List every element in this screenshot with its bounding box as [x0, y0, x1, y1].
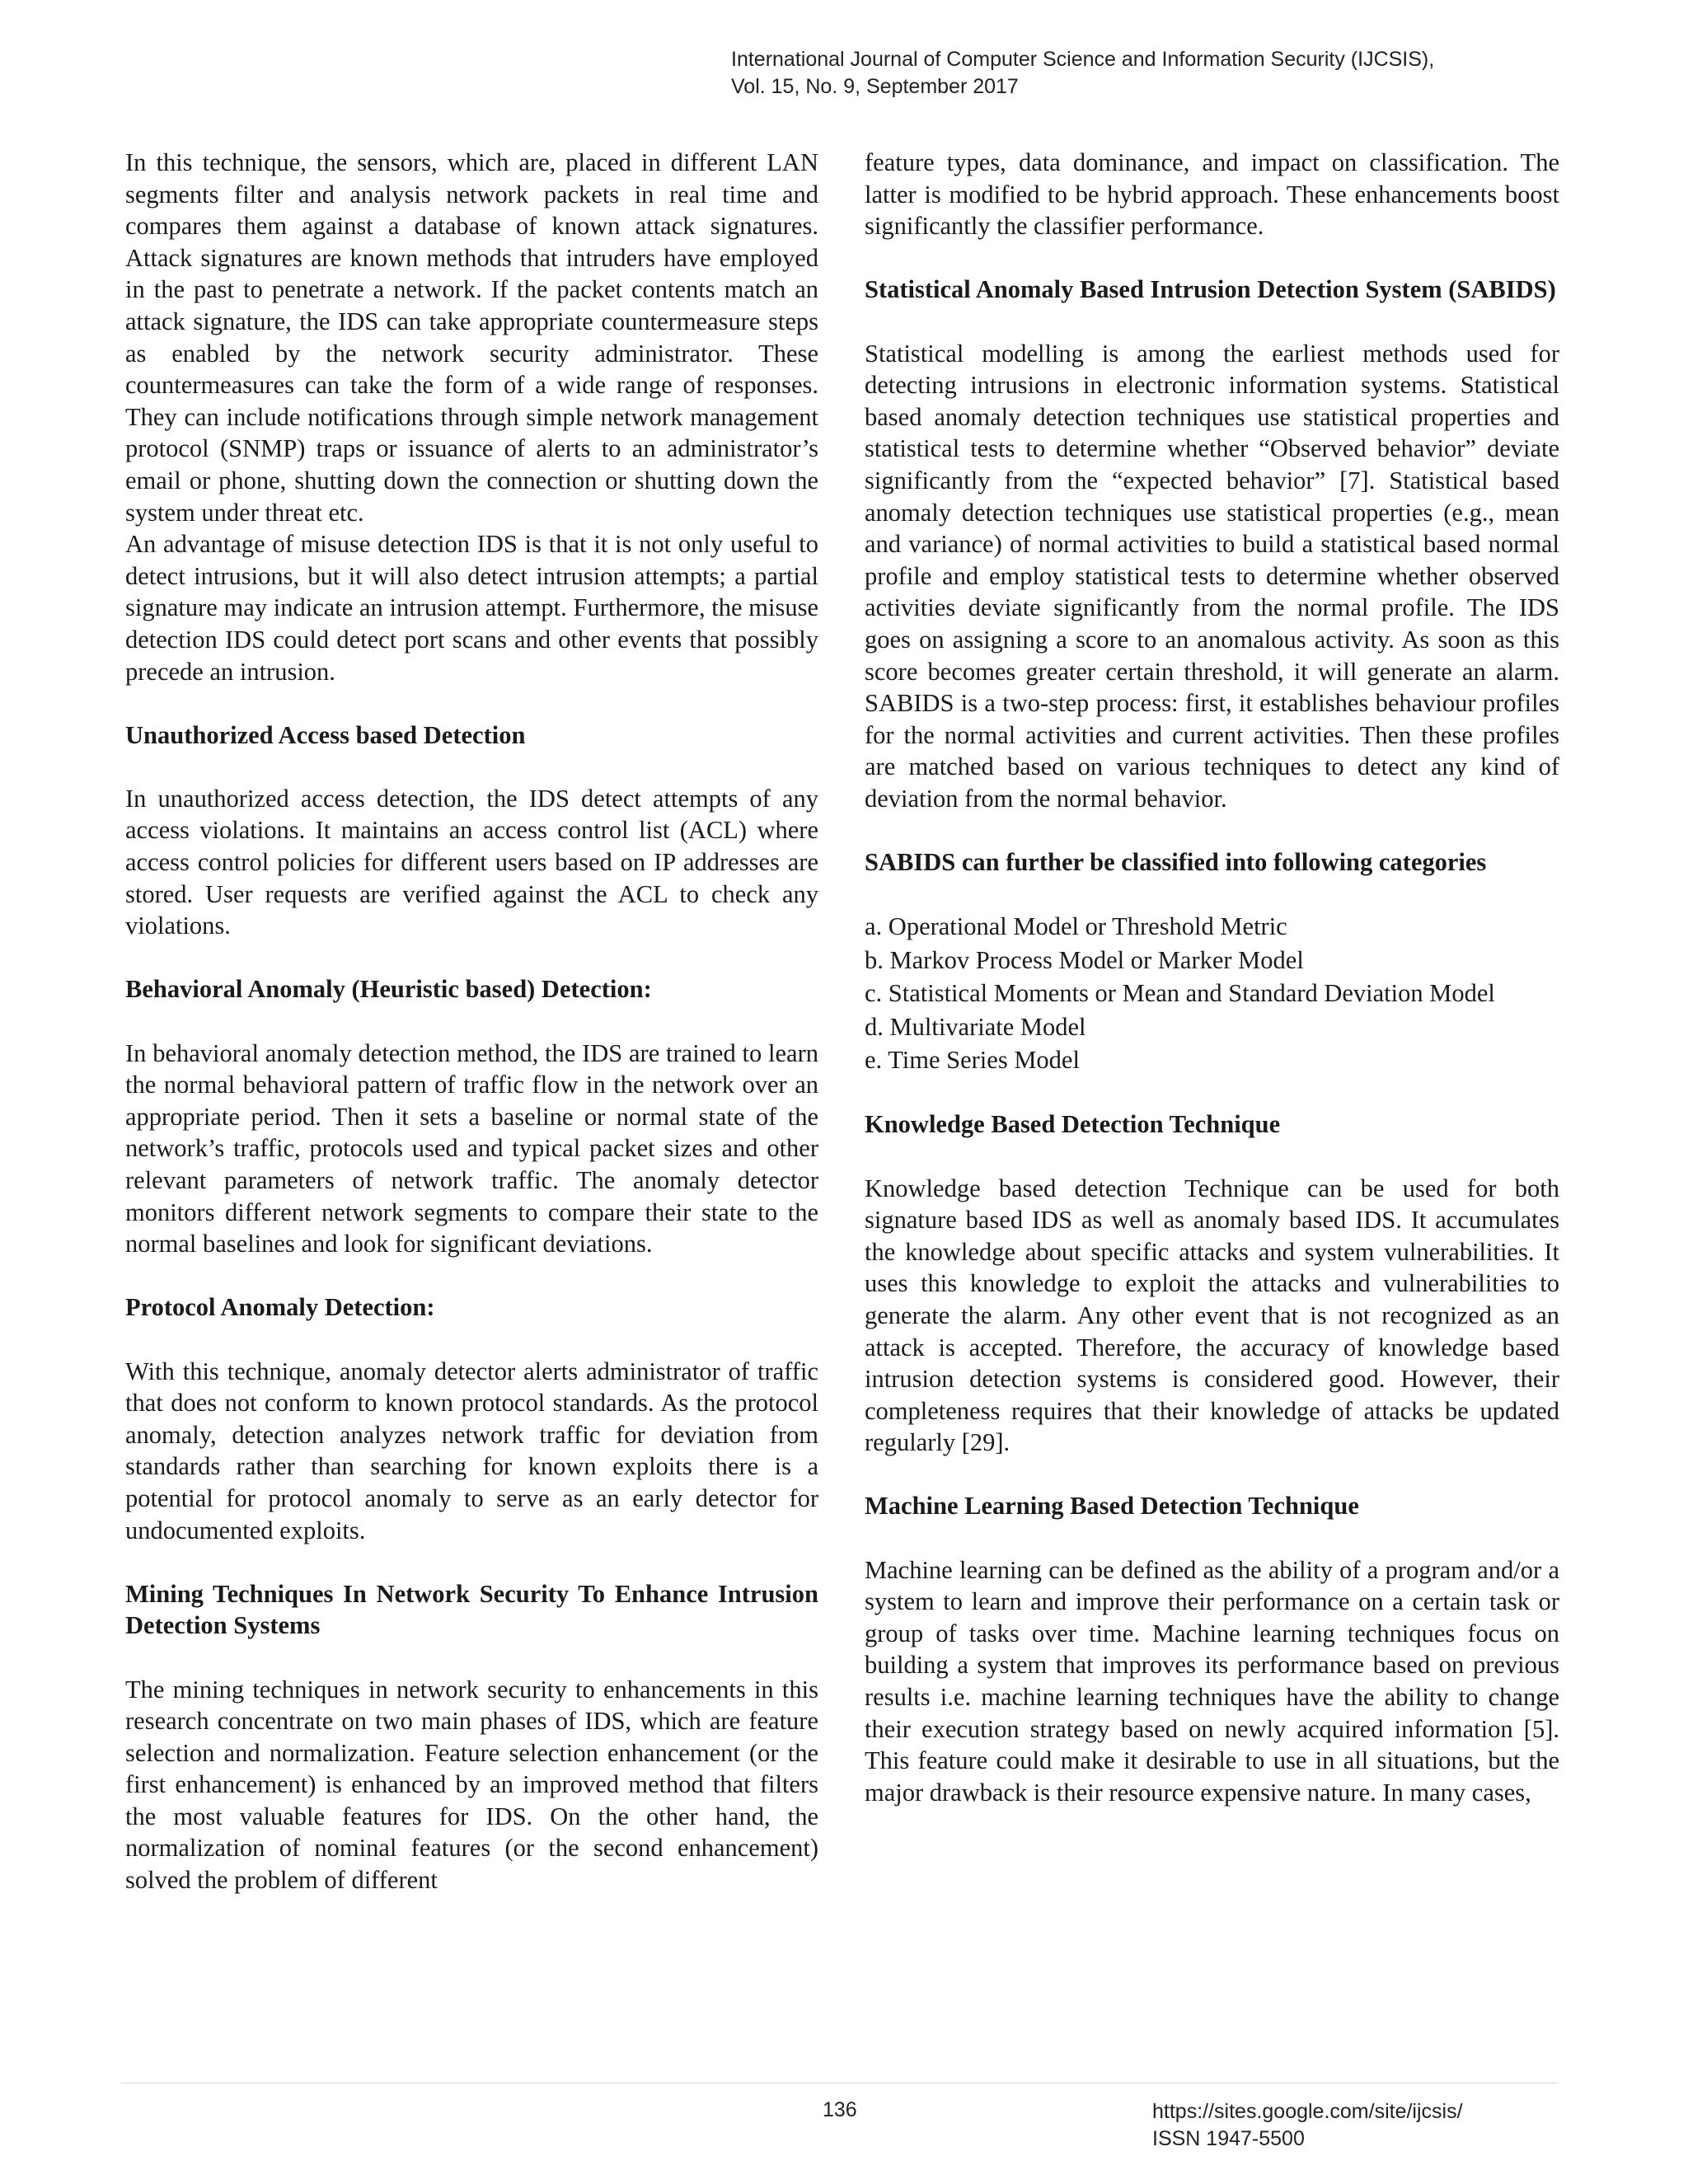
- heading-behavioral-anomaly: Behavioral Anomaly (Heuristic based) Detection:: [125, 975, 652, 1004]
- footer-info: [1152, 2098, 1463, 2153]
- list-item: e. Time Series Model: [865, 1046, 1080, 1075]
- heading-protocol-anomaly: Protocol Anomaly Detection:: [125, 1293, 435, 1322]
- journal-header: [731, 46, 1434, 101]
- paragraph-sabids: Statistical modelling is among the earliest methods used for detecting intrusions in electronic information systems. Statistical based anomaly detection techniques use statistical properties and statistical tests to determine whether “Observed behavior” deviate significantly from the “expected behavior” [7]. Statistical based anomaly detection techniques use statistical properties (e.g., mean and variance) of normal activities to build a statistical based normal profile and employ statistical tests to determine whether observed activities deviate significantly from the normal profile. The IDS goes on assigning a score to an anomalous activity. As soon as this score becomes greater certain threshold, it will generate an alarm. SABIDS is a two-step process: first, it establishes behaviour profiles for the normal activities and current activities. Then these profiles are matched based on various techniques to detect any kind of deviation from the normal behavior.: [865, 339, 1559, 813]
- heading-sabids-categories: SABIDS can further be classified into following categories: [865, 848, 1487, 877]
- paragraph-behavioral-anomaly: In behavioral anomaly detection method, the IDS are trained to learn the normal behavioral pattern of traffic flow in the network over an appropriate period. Then it sets a baseline or normal state of the network’s traffic, protocols used and typical packet sizes and other relevant parameters of network traffic. The anomaly detector monitors different network segments to compare their state to the normal baselines and look for significant deviations.: [125, 1038, 818, 1258]
- left-column: [125, 147, 818, 1896]
- paragraph-misuse-advantage: An advantage of misuse detection IDS is that it is not only useful to detect intrusions, but it will also detect intrusion attempts; a partial signature may indicate an intrusion attempt. Furthermore, the misuse detection IDS could detect port scans and other events that possibly precede an intrusion.: [125, 530, 818, 686]
- list-item: d. Multivariate Model: [865, 1012, 1086, 1041]
- paragraph-protocol-anomaly: With this technique, anomaly detector alerts administrator of traffic that does not conform to known protocol standards. As the protocol anomaly, detection analyzes network traffic for deviation from standards rather than searching for known exploits there is a potential for protocol anomaly to serve as an early detector for undocumented exploits.: [125, 1357, 818, 1544]
- list-item: a. Operational Model or Threshold Metric: [865, 912, 1287, 941]
- heading-machine-learning: Machine Learning Based Detection Technique: [865, 1492, 1359, 1521]
- heading-mining-techniques: Mining Techniques In Network Security To Enhance Intrusion Detection Systems: [125, 1579, 818, 1640]
- journal-volume-line: Vol. 15, No. 9, September 2017: [731, 75, 1019, 98]
- list-item: c. Statistical Moments or Mean and Standard Deviation Model: [865, 979, 1495, 1008]
- paragraph-unauthorized-access: In unauthorized access detection, the IDS detect attempts of any access violations. It maintains an access control list (ACL) where access control policies for different users based on IP addresses are stored. User requests are verified against the ACL to check any violations.: [125, 784, 818, 940]
- sabids-category-list: [865, 910, 1559, 1077]
- heading-unauthorized-access: Unauthorized Access based Detection: [125, 720, 526, 749]
- paragraph-knowledge-based: Knowledge based detection Technique can be used for both signature based IDS as well as anomaly based IDS. It accumulates the knowledge about specific attacks and system vulnerabilities. It uses this knowledge to exploit the attacks and vulnerabilities to generate the alarm. Any other event that is not recognized as an attack is accepted. Therefore, the accuracy of knowledge based intrusion detection systems is considered good. However, their completeness requires that their knowledge of attacks be updated regularly [29].: [865, 1174, 1559, 1457]
- paragraph-mining-continued: feature types, data dominance, and impact on classification. The latter is modified to be hybrid approach. These enhancements boost significantly the classifier performance.: [865, 148, 1559, 241]
- paragraph-machine-learning: Machine learning can be defined as the ability of a program and/or a system to learn and improve their performance on a certain task or group of tasks over time. Machine learning techniques focus on building a system that improves its performance based on previous results i.e. machine learning techniques have the ability to change their execution strategy based on newly acquired information [5]. This feature could make it desirable to use in all situations, but the major drawback is their resource expensive nature. In many cases,: [865, 1555, 1559, 1807]
- footer-issn: ISSN 1947-5500: [1152, 2127, 1305, 2150]
- heading-sabids: Statistical Anomaly Based Intrusion Detection System (SABIDS): [865, 275, 1556, 304]
- footer-url: https://sites.google.com/site/ijcsis/: [1152, 2100, 1463, 2123]
- paragraph-sensors: In this technique, the sensors, which are, placed in different LAN segments filter and analysis network packets in real time and compares them against a database of known attack signatures. Attack signatures are known methods that intruders have employed in the past to penetrate a network. If the packet contents match an attack signature, the IDS can take appropriate countermeasure steps as enabled by the network security administrator. These countermeasures can take the form of a wide range of responses. They can include notifications through simple network management protocol (SNMP) traps or issuance of alerts to an administrator’s email or phone, shutting down the connection or shutting down the system under threat etc.: [125, 148, 818, 527]
- paragraph-mining-techniques: The mining techniques in network security to enhancements in this research concentrate on two main phases of IDS, which are feature selection and normalization. Feature selection enhancement (or the first enhancement) is enhanced by an improved method that filters the most valuable features for IDS. On the other hand, the normalization of nominal features (or the second enhancement) solved the problem of different: [125, 1675, 818, 1895]
- page-number: 136: [823, 2098, 857, 2121]
- list-item: b. Markov Process Model or Marker Model: [865, 945, 1304, 974]
- journal-title-line: International Journal of Computer Science and Information Security (IJCSIS),: [731, 48, 1435, 71]
- heading-knowledge-based: Knowledge Based Detection Technique: [865, 1110, 1281, 1139]
- right-column: [865, 147, 1559, 1808]
